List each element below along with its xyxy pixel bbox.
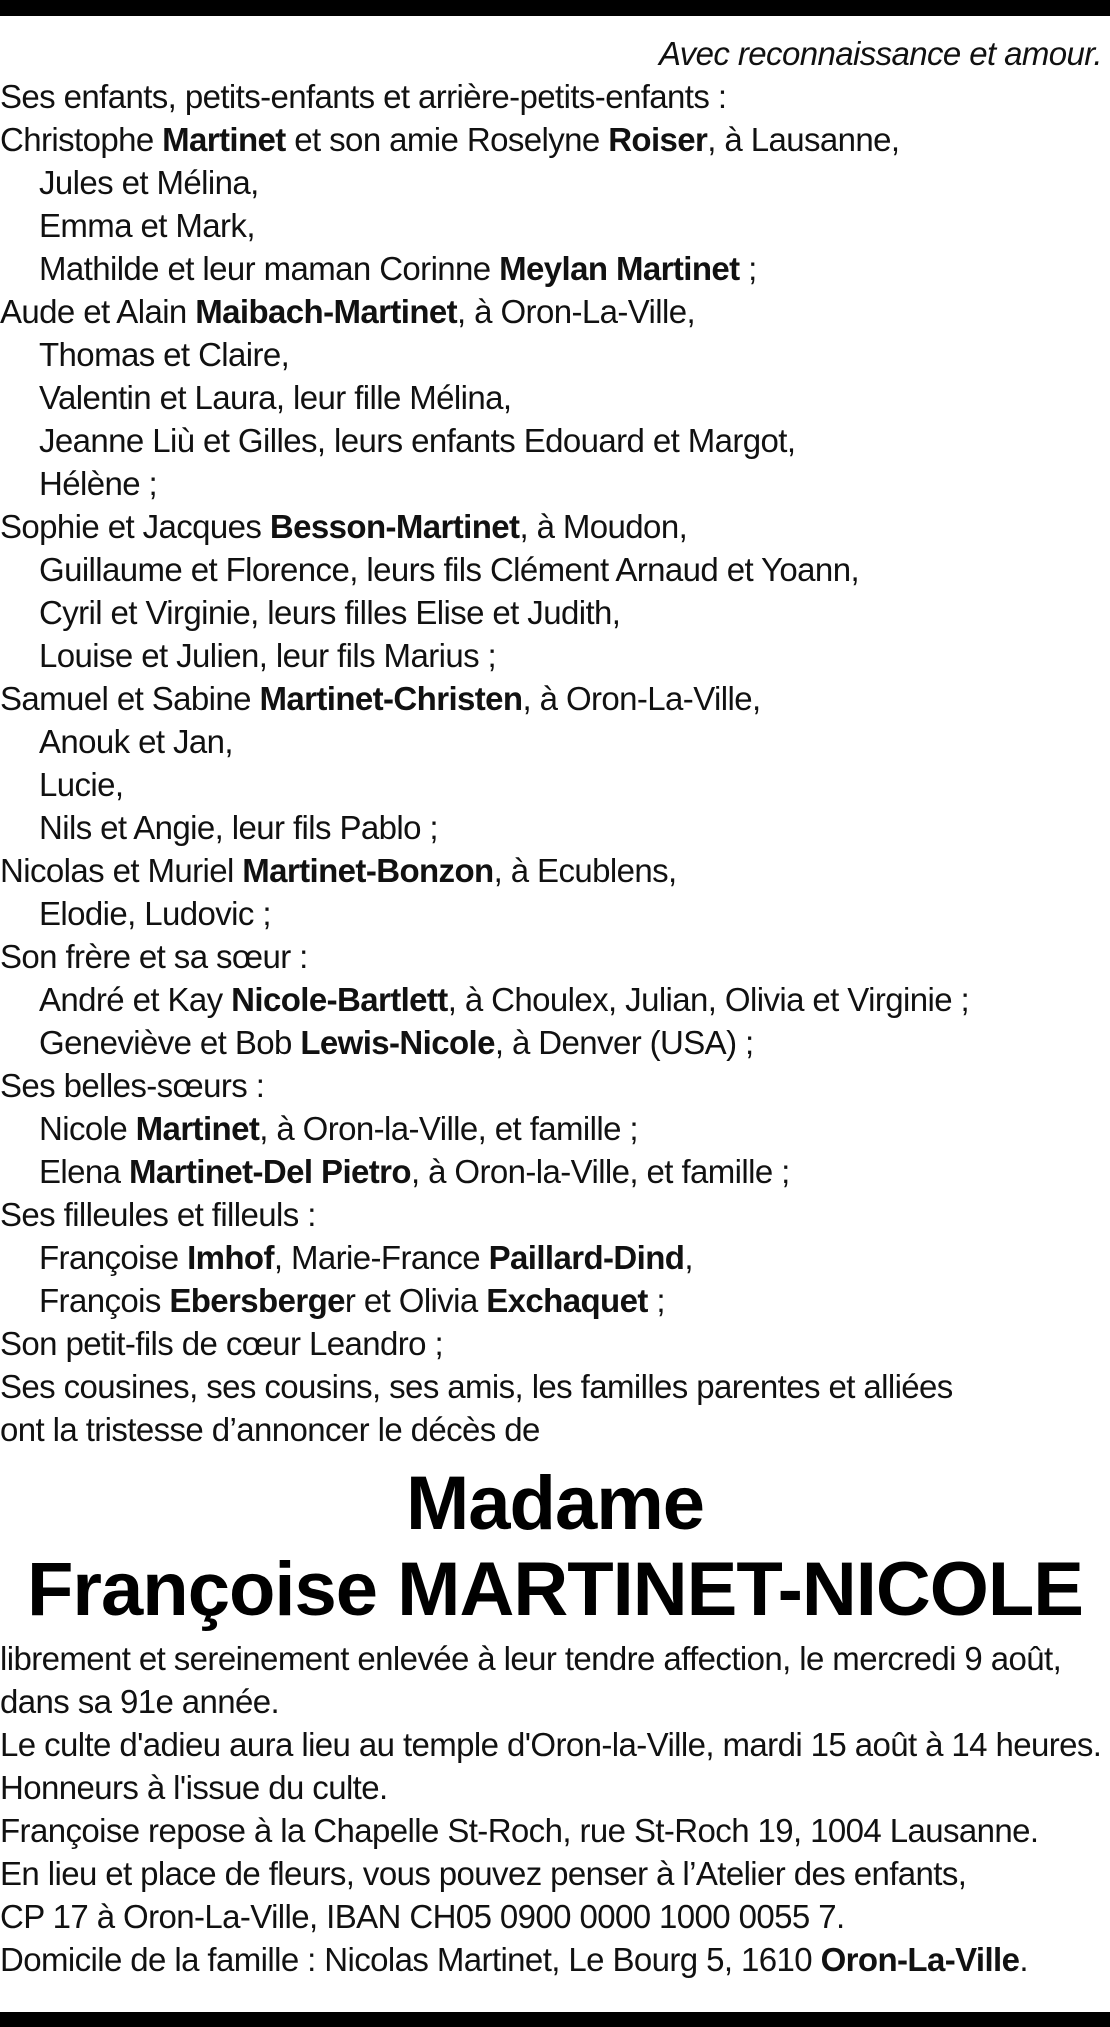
deceased-block [0, 1461, 1110, 1633]
text-segment: Anouk et Jan, [39, 723, 234, 760]
text-segment: Nicole [39, 1110, 136, 1147]
family-line [0, 161, 1110, 204]
text-segment: Christophe [0, 121, 163, 158]
text-segment: ont la tristesse d’annoncer le décès de [0, 1411, 540, 1448]
text-segment: CP 17 à Oron-La-Ville, IBAN CH05 0900 0000 1000 0055 7. [0, 1898, 845, 1935]
family-list [0, 75, 1110, 1451]
text-segment: Elena [39, 1153, 129, 1190]
text-segment: Françoise [39, 1239, 188, 1276]
closing-line [0, 1809, 1110, 1852]
closing-line [0, 1680, 1110, 1723]
text-segment: Thomas et Claire, [39, 336, 290, 373]
family-line [0, 75, 1110, 118]
text-segment: Jeanne Liù et Gilles, leurs enfants Edouard et Margot, [39, 422, 796, 459]
text-segment: François [39, 1282, 170, 1319]
text-segment: Geneviève et Bob [39, 1024, 301, 1061]
family-line [0, 118, 1110, 161]
family-line [0, 247, 1110, 290]
deceased-title: Madame [405, 1461, 705, 1546]
text-segment: Valentin et Laura, leur fille Mélina, [39, 379, 512, 416]
text-segment: , à Ecublens, [493, 852, 677, 889]
family-line [0, 763, 1110, 806]
text-segment: Son petit-fils de cœur Leandro ; [0, 1325, 444, 1362]
text-segment: Ses cousines, ses cousins, ses amis, les familles parentes et alliées [0, 1368, 953, 1405]
text-segment: Son frère et sa sœur : [0, 938, 308, 975]
text-segment: Mathilde et leur maman Corinne [39, 250, 500, 287]
text-segment: Jules et Mélina, [39, 164, 259, 201]
notice-body [0, 32, 1110, 1981]
family-line [0, 1193, 1110, 1236]
text-segment: Honneurs à l'issue du culte. [0, 1769, 388, 1806]
surname-bold: Besson-Martinet [269, 508, 520, 545]
surname-bold: Paillard-Dind [488, 1239, 685, 1276]
text-segment: r et Olivia [344, 1282, 487, 1319]
text-segment: , à Moudon, [519, 508, 688, 545]
text-segment: Ses enfants, petits-enfants et arrière-petits-enfants : [0, 78, 727, 115]
text-segment: André et Kay [39, 981, 232, 1018]
text-segment: Nicolas et Muriel [0, 852, 243, 889]
closing-line [0, 1938, 1110, 1981]
family-line [0, 1021, 1110, 1064]
surname-bold: Exchaquet [486, 1282, 648, 1319]
surname-bold: Lewis-Nicole [300, 1024, 495, 1061]
text-segment: Ses filleules et filleuls : [0, 1196, 316, 1233]
closing-line [0, 1637, 1110, 1680]
family-line [0, 333, 1110, 376]
family-line [0, 935, 1110, 978]
closing-line [0, 1723, 1110, 1766]
surname-bold: Roiser [608, 121, 708, 158]
top-rule [0, 0, 1110, 16]
text-segment: ; [647, 1282, 665, 1319]
family-line [0, 1064, 1110, 1107]
closing-line [0, 1895, 1110, 1938]
closing-text [0, 1637, 1110, 1981]
surname-bold: Martinet-Christen [259, 680, 523, 717]
family-line [0, 892, 1110, 935]
surname-bold: Meylan Martinet [499, 250, 740, 287]
surname-bold: Ebersberge [169, 1282, 345, 1319]
family-line [0, 849, 1110, 892]
text-segment: Elodie, Ludovic ; [39, 895, 271, 932]
text-segment: , à Denver (USA) ; [494, 1024, 754, 1061]
text-segment: , à Oron-la-Ville, et famille ; [259, 1110, 638, 1147]
surname-bold: Martinet-Del Pietro [128, 1153, 411, 1190]
deceased-name: Françoise MARTINET-NICOLE [27, 1547, 1083, 1632]
text-segment: Le culte d'adieu aura lieu au temple d'Oron-la-Ville, mardi 15 août à 14 heures. [0, 1726, 1102, 1763]
text-segment: Nils et Angie, leur fils Pablo ; [39, 809, 439, 846]
family-line [0, 1322, 1110, 1365]
text-segment: Hélène ; [39, 465, 158, 502]
surname-bold: Martinet-Bonzon [242, 852, 494, 889]
family-line [0, 1408, 1110, 1451]
text-segment: , à Lausanne, [707, 121, 900, 158]
family-line [0, 634, 1110, 677]
surname-bold: Martinet [162, 121, 286, 158]
text-segment: En lieu et place de fleurs, vous pouvez penser à l’Atelier des enfants, [0, 1855, 967, 1892]
text-segment: , à Oron-la-Ville, et famille ; [410, 1153, 790, 1190]
family-line [0, 548, 1110, 591]
text-segment: , Marie-France [273, 1239, 489, 1276]
family-line [0, 806, 1110, 849]
family-line [0, 1107, 1110, 1150]
family-line [0, 591, 1110, 634]
family-line [0, 204, 1110, 247]
text-segment: Aude et Alain [0, 293, 196, 330]
family-line [0, 462, 1110, 505]
family-line [0, 1365, 1110, 1408]
text-segment: , à Oron-La-Ville, [457, 293, 696, 330]
text-segment: Françoise repose à la Chapelle St-Roch, rue St-Roch 19, 1004 Lausanne. [0, 1812, 1039, 1849]
text-segment: et son amie Roselyne [285, 121, 609, 158]
surname-bold: Martinet [135, 1110, 260, 1147]
closing-line [0, 1766, 1110, 1809]
text-segment: , à Choulex, Julian, Olivia et Virginie ; [447, 981, 970, 1018]
text-segment: Ses belles-sœurs : [0, 1067, 265, 1104]
family-line [0, 677, 1110, 720]
family-line [0, 376, 1110, 419]
text-segment: Lucie, [39, 766, 124, 803]
family-line [0, 290, 1110, 333]
text-segment: . [1019, 1941, 1028, 1978]
text-segment: Samuel et Sabine [0, 680, 260, 717]
surname-bold: Nicole-Bartlett [231, 981, 448, 1018]
text-segment: Cyril et Virginie, leurs filles Elise et Judith, [39, 594, 621, 631]
surname-bold: Oron-La-Ville [820, 1941, 1020, 1978]
family-line [0, 1279, 1110, 1322]
text-segment: Domicile de la famille : Nicolas Martinet, Le Bourg 5, 1610 [0, 1941, 821, 1978]
text-segment: Emma et Mark, [39, 207, 255, 244]
text-segment: , [684, 1239, 693, 1276]
text-segment: dans sa 91e année. [0, 1683, 280, 1720]
bottom-rule [0, 2012, 1110, 2027]
text-segment: Louise et Julien, leur fils Marius ; [39, 637, 497, 674]
family-line [0, 720, 1110, 763]
text-segment: Guillaume et Florence, leurs fils Clément Arnaud et Yoann, [39, 551, 860, 588]
text-segment: ; [739, 250, 757, 287]
text-segment: librement et sereinement enlevée à leur tendre affection, le mercredi 9 août, [0, 1640, 1062, 1677]
family-line [0, 505, 1110, 548]
dedication: Avec reconnaissance et amour. [658, 35, 1102, 72]
family-line [0, 978, 1110, 1021]
text-segment: , à Oron-La-Ville, [522, 680, 761, 717]
closing-line [0, 1852, 1110, 1895]
text-segment: Sophie et Jacques [0, 508, 270, 545]
surname-bold: Imhof [187, 1239, 274, 1276]
family-line [0, 1150, 1110, 1193]
family-line [0, 419, 1110, 462]
surname-bold: Maibach-Martinet [195, 293, 458, 330]
family-line [0, 1236, 1110, 1279]
